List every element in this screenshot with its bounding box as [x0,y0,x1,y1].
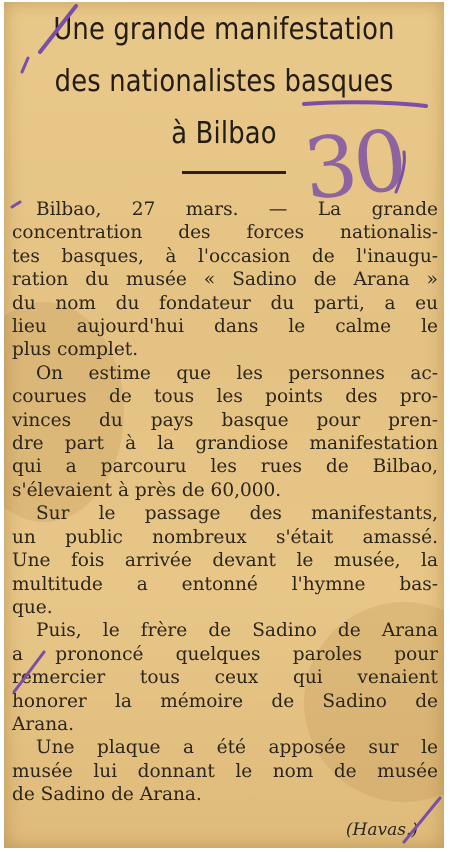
headline-rule [182,171,286,174]
newspaper-clipping [4,2,444,848]
article-line: plus complet. [12,339,139,361]
article-line: honorer la mémoire de Sadino de [12,690,438,712]
article-line: qui a parcouru les rues de Bilbao, [12,456,438,478]
article-line: lieu aujourd'hui dans le calme le [12,316,438,338]
headline-line: des nationalistes basques [54,64,394,99]
article-paragraph [12,502,438,619]
article-line: Sur le passage des manifestants, [36,503,438,525]
article-line: Arana. [12,713,75,735]
article-line: On estime que les personnes ac- [36,362,438,384]
article-line: Puis, le frère de Sadino de Arana [36,620,438,642]
article-line: concentration des forces nationalis- [12,222,438,244]
article-line: tes basques, à l'occasion de l'inaugu- [12,245,438,267]
article-line: du nom du fondateur du parti, a eu [12,292,438,314]
article-paragraph [12,619,438,736]
article-paragraph [12,198,438,362]
article-line: Une plaque a été apposée sur le [36,737,438,759]
article-line: s'élevaient à près de 60,000. [12,479,282,501]
headline-line: à Bilbao [171,116,277,151]
article-line: multitude a entonné l'hymne bas- [12,573,438,595]
article-line: remercier tous ceux qui venaient [12,667,438,689]
article-paragraph [12,362,438,502]
article-body [12,198,438,807]
article-line: Bilbao, 27 mars. — La grande [36,199,438,220]
article-line: ration du musée « Sadino de Arana » [12,269,438,291]
article-line: que. [12,596,53,618]
article-source: (Havas.) [345,820,418,840]
pen-stroke [22,58,28,72]
article-paragraph [12,736,438,806]
article-line: dre part à la grandiose manifestation [12,433,438,455]
article-line: a prononcé quelques paroles pour [12,643,438,665]
article-line: de Sadino de Arana. [12,784,202,806]
article-line: Une fois arrivée devant le musée, la [12,550,438,572]
article-line: courues de tous les points des pro- [12,386,438,408]
article-line: musée lui donnant le nom de musée [12,760,438,782]
article-line: vinces du pays basque pour pren- [12,409,438,431]
headline-line: Une grande manifestation [53,12,395,47]
handwritten-number: 30 [299,111,408,219]
article-line: un public nombreux s'était amassé. [12,526,438,548]
